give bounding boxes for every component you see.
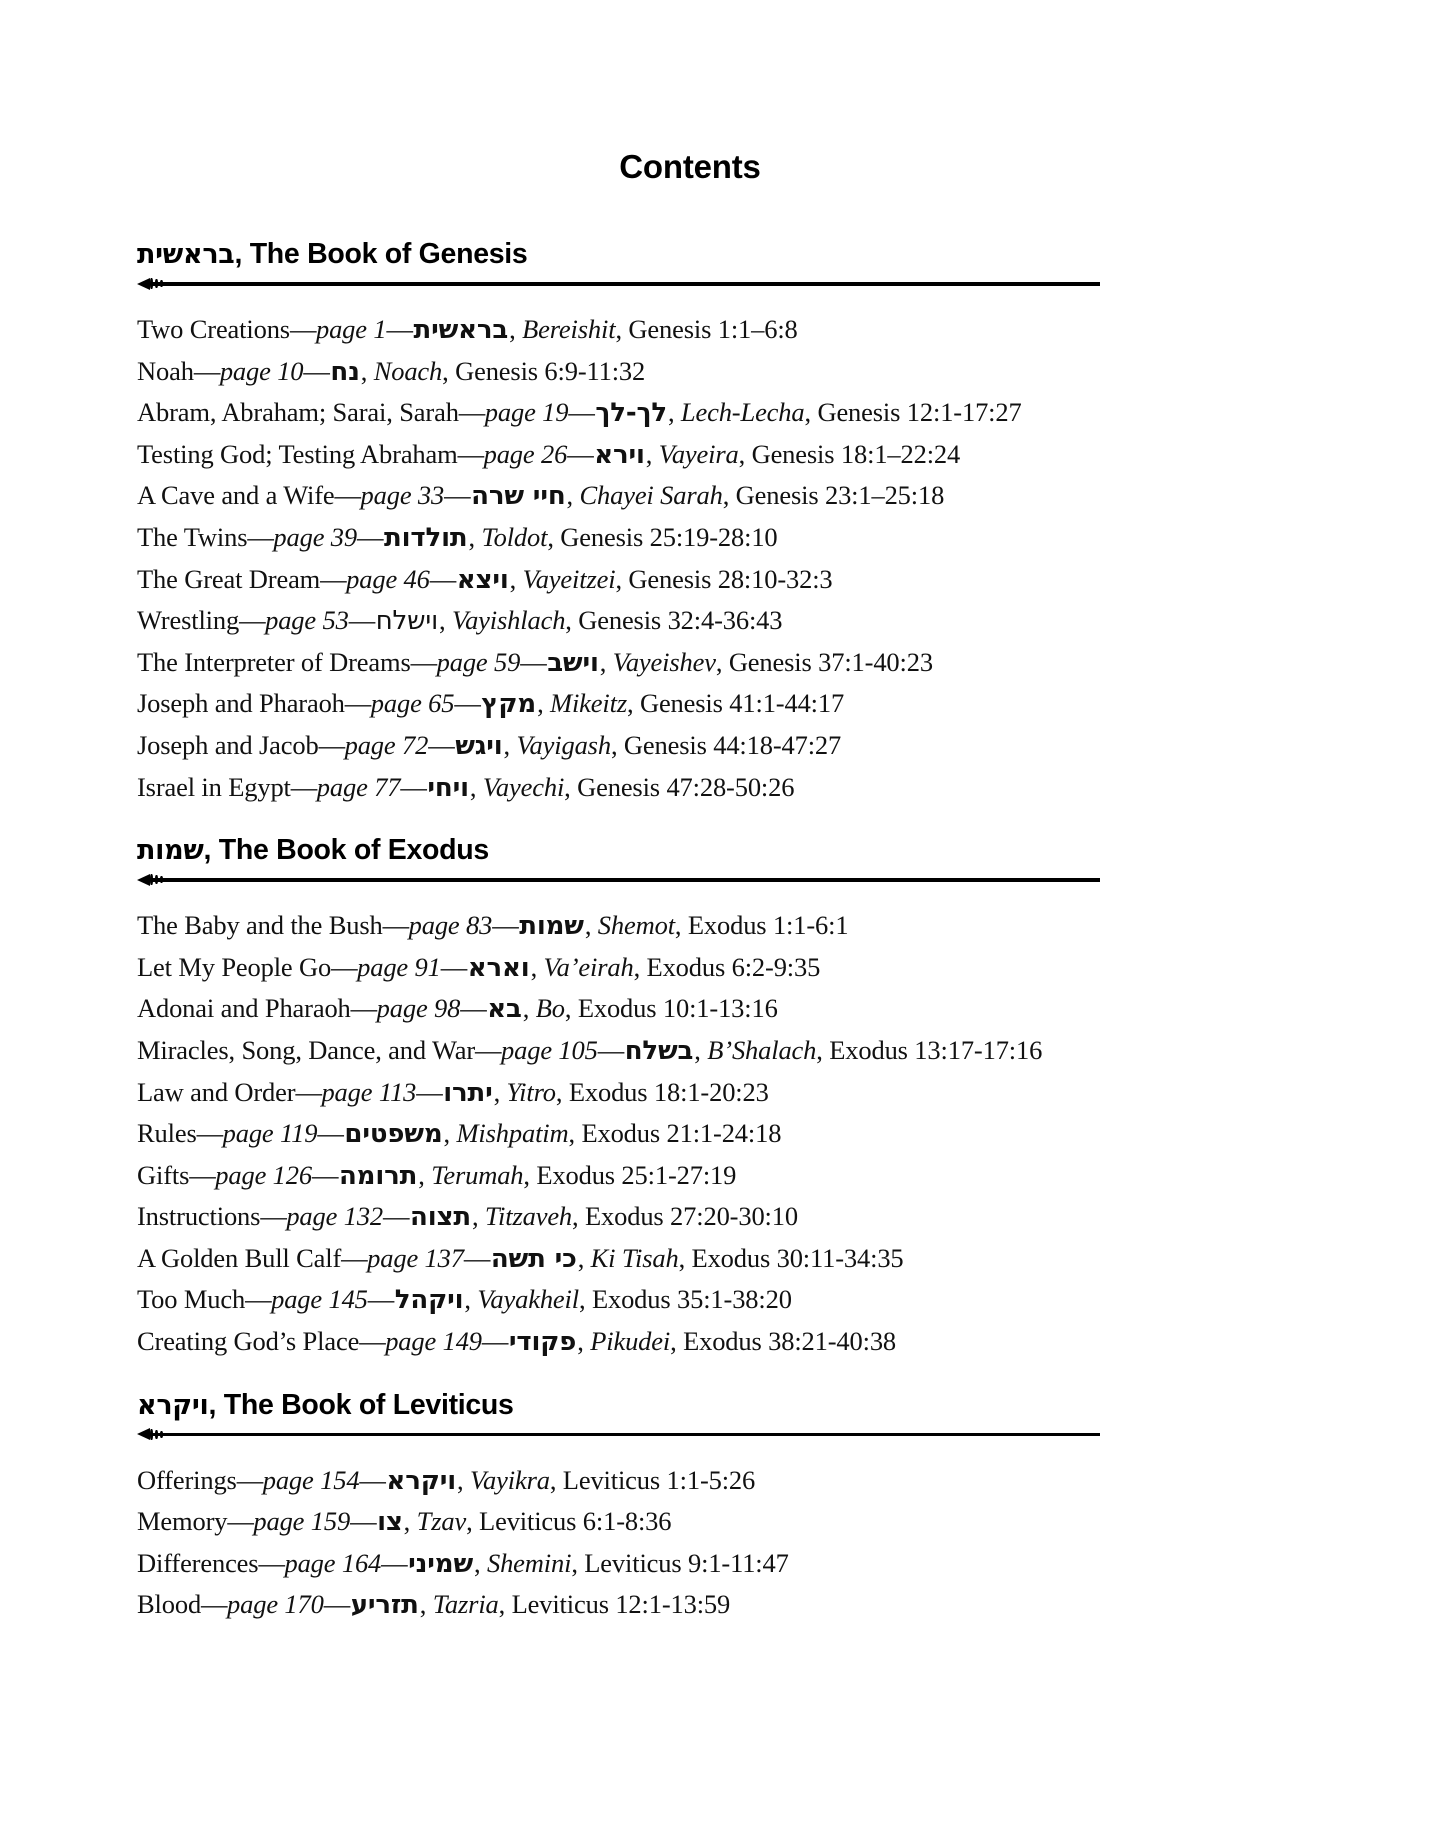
sections-container [137, 238, 1325, 1644]
entry-title: Memory [137, 1506, 228, 1537]
entry-page-reference: page 149 [385, 1326, 482, 1357]
entry-page-reference: page 1 [315, 314, 387, 344]
entry-hebrew-name: וישב [547, 647, 599, 678]
entry-citation: Exodus 27:20-30:10 [584, 1201, 798, 1232]
entry-hebrew-name: משפטים [344, 1119, 443, 1150]
entry-dash: — [350, 993, 377, 1024]
entry-title: Israel in Egypt [137, 771, 291, 802]
entry-page-reference: page 83 [408, 910, 493, 941]
entry-dash: — [458, 397, 485, 428]
entry-dash: — [463, 1242, 490, 1273]
entry-page-reference: page 46 [346, 563, 430, 594]
entry-title: Two Creations [137, 314, 290, 344]
entry-dash: — [359, 1464, 386, 1495]
list-item[interactable] [137, 725, 1325, 767]
entry-hebrew-name: נח [330, 356, 360, 387]
section-heading [137, 1389, 1325, 1422]
entry-title: Gifts [137, 1159, 190, 1190]
list-item[interactable] [137, 475, 1325, 517]
list-item[interactable] [137, 1279, 1325, 1321]
entry-comma: , [715, 646, 729, 677]
entry-page-reference: page 159 [253, 1506, 351, 1537]
list-item[interactable] [137, 1113, 1325, 1155]
entry-transliteration: Vayakheil [477, 1284, 579, 1315]
entry-dash: — [311, 1159, 338, 1190]
entry-page-reference: page 164 [284, 1547, 382, 1578]
entry-dash: — [444, 480, 471, 511]
entry-comma: , [678, 1242, 692, 1273]
entry-hebrew-name: ויגש [455, 730, 503, 761]
entry-citation: Genesis 41:1-44:17 [639, 688, 845, 719]
entry-comma: , [633, 951, 647, 982]
entry-dash: — [457, 438, 484, 469]
entry-hebrew-name: וארא [467, 952, 530, 983]
entry-title: Rules [137, 1118, 197, 1149]
entry-dash: — [357, 521, 383, 552]
entry-page-reference: page 132 [286, 1201, 384, 1232]
entry-citation: Leviticus 6:1-8:36 [479, 1506, 672, 1537]
section-heading-english: The Book of Genesis [249, 238, 528, 270]
entry-dash: — [245, 1284, 272, 1315]
entry-dash: — [290, 771, 317, 802]
entry-dash: — [440, 951, 467, 982]
entry-citation: Genesis 28:10-32:3 [628, 563, 833, 594]
section-divider-arrow-icon [137, 1426, 1100, 1444]
entry-transliteration: Vayigash [516, 729, 611, 760]
entry-dash: — [323, 1589, 350, 1620]
entry-citation: Genesis 1:1–6:8 [628, 314, 798, 344]
entry-comma: , [645, 438, 659, 469]
entry-transliteration: Vayikra [469, 1464, 550, 1495]
entry-page-reference: page 170 [227, 1589, 324, 1620]
list-item[interactable] [137, 392, 1325, 434]
entry-page-reference: page 119 [222, 1118, 318, 1149]
entry-title: Abram, Abraham; Sarai, Sarah [137, 397, 459, 428]
entry-title: Miracles, Song, Dance, and War [137, 1034, 476, 1065]
entry-dash: — [193, 355, 220, 386]
entry-comma: , [572, 1201, 585, 1232]
entry-hebrew-name: פקודי [508, 1327, 577, 1358]
entry-comma: , [523, 1159, 537, 1190]
entry-hebrew-name: שמיני [408, 1548, 474, 1579]
entry-citation: Leviticus 1:1-5:26 [562, 1464, 756, 1495]
entry-title: Creating God’s Place [137, 1326, 360, 1357]
entry-dash: — [201, 1589, 228, 1620]
entry-dash: — [196, 1118, 223, 1149]
entry-transliteration: Tzav [416, 1506, 467, 1537]
entry-citation: Exodus 10:1-13:16 [577, 993, 778, 1024]
entry-transliteration: Shemot [597, 910, 675, 941]
entry-hebrew-name: חיי שרה [471, 481, 566, 512]
entry-comma: , [670, 1326, 684, 1357]
entry-page-reference: page 154 [262, 1464, 360, 1495]
entry-transliteration: B’Shalach [707, 1034, 817, 1065]
entry-page-reference: page 98 [376, 993, 461, 1024]
entry-page-reference: page 126 [215, 1159, 312, 1190]
entry-comma: , [565, 605, 579, 636]
list-item[interactable] [137, 905, 1325, 947]
entry-comma: , [418, 1159, 432, 1190]
entry-dash: — [492, 910, 519, 941]
entry-dash: — [383, 1201, 410, 1232]
entry-dash: — [247, 521, 274, 552]
entry-transliteration: Bo [535, 993, 565, 1024]
entry-dash: — [400, 771, 427, 802]
entry-citation: Exodus 38:21-40:38 [683, 1326, 897, 1357]
list-item[interactable] [137, 1460, 1325, 1502]
entry-hebrew-name: לך‐לך [595, 398, 667, 429]
entry-page-reference: page 72 [344, 729, 429, 760]
entry-transliteration: Vayeira [658, 438, 739, 469]
entry-page-reference: page 59 [436, 646, 521, 677]
entry-comma: , [627, 688, 640, 719]
entry-dash: — [429, 563, 456, 594]
entry-transliteration: Lech-Lecha [680, 397, 805, 428]
entry-title: Joseph and Jacob [137, 729, 319, 760]
entry-page-reference: page 39 [273, 521, 357, 552]
list-item[interactable] [137, 517, 1325, 559]
entry-comma: , [530, 951, 544, 982]
entry-dash: — [597, 1034, 624, 1065]
entry-title: Testing God; Testing Abraham [137, 438, 458, 469]
entry-title: The Baby and the Bush [137, 910, 383, 941]
entry-hebrew-name: תרומה [338, 1160, 418, 1191]
entry-title: Offerings [137, 1464, 237, 1495]
entry-dash: — [227, 1506, 254, 1537]
entry-dash: — [236, 1464, 263, 1495]
list-item[interactable] [137, 351, 1325, 393]
entry-transliteration: Chayei Sarah [579, 480, 723, 511]
list-item[interactable] [137, 1321, 1325, 1363]
list-item[interactable] [137, 988, 1325, 1030]
entry-dash: — [189, 1159, 216, 1190]
entry-comma: , [443, 1118, 457, 1149]
list-item[interactable] [137, 1501, 1325, 1543]
entry-title: Adonai and Pharaoh [137, 993, 351, 1024]
entry-comma: , [468, 521, 482, 552]
entry-page-reference: page 65 [370, 688, 455, 719]
entry-transliteration: Tazria [432, 1589, 499, 1620]
entry-page-reference: page 91 [357, 951, 441, 982]
entry-comma: , [577, 1242, 591, 1273]
page-title: Contents [619, 148, 761, 185]
section-heading-separator: , [208, 1388, 224, 1421]
entry-comma: , [439, 605, 452, 636]
entry-transliteration: Ki Tisah [590, 1242, 679, 1273]
entry-dash: — [568, 397, 595, 428]
entry-hebrew-name: ויקרא [386, 1465, 456, 1496]
entry-dash: — [320, 563, 347, 594]
entry-hebrew-name: יתרו [443, 1077, 493, 1108]
entry-citation: Genesis 25:19-28:10 [560, 521, 778, 552]
entry-citation: Genesis 44:18-47:27 [623, 729, 842, 760]
entry-comma: , [549, 1464, 563, 1495]
list-item[interactable] [137, 1238, 1325, 1280]
entry-transliteration: Yitro [506, 1076, 556, 1107]
entry-comma: , [503, 729, 517, 760]
list-item[interactable] [137, 642, 1325, 684]
entry-title: Blood [137, 1589, 202, 1620]
entry-comma: , [599, 646, 613, 677]
entry-comma: , [571, 1547, 585, 1578]
entry-comma: , [547, 521, 561, 552]
entry-title: Law and Order [137, 1076, 296, 1107]
entry-citation: Exodus 25:1-27:19 [536, 1159, 737, 1190]
list-item[interactable] [137, 1072, 1325, 1114]
entry-page-reference: page 77 [316, 771, 401, 802]
entry-citation: Leviticus 12:1-13:59 [511, 1589, 731, 1620]
entry-transliteration: Vayeitzei [522, 563, 616, 594]
book-section [137, 238, 1325, 826]
entry-comma: , [360, 355, 374, 386]
entry-comma: , [471, 1201, 485, 1232]
entry-dash: — [289, 314, 316, 344]
entry-dash: — [460, 993, 487, 1024]
entry-comma: , [577, 1326, 591, 1357]
entry-hebrew-name: תזריע [350, 1590, 419, 1621]
entry-comma: , [804, 397, 818, 428]
entry-title: Joseph and Pharaoh [137, 688, 345, 719]
entry-dash: — [260, 1201, 287, 1232]
entry-hebrew-name: תולדות [384, 522, 468, 553]
entry-dash: — [410, 646, 437, 677]
entry-comma: , [537, 688, 551, 719]
section-heading-english: The Book of Exodus [218, 834, 489, 867]
entry-dash: — [386, 314, 413, 344]
entry-comma: , [509, 563, 523, 594]
entry-citation: Genesis 18:1–22:24 [751, 438, 961, 469]
entry-citation: Genesis 6:9-11:32 [455, 355, 646, 386]
entry-comma: , [555, 1076, 569, 1107]
entry-citation: Genesis 12:1-17:27 [817, 397, 1022, 428]
entry-dash: — [350, 1506, 377, 1537]
entry-citation: Exodus 1:1-6:1 [687, 910, 849, 941]
entry-title: Differences [137, 1547, 259, 1578]
entry-page-reference: page 113 [321, 1076, 417, 1107]
book-section [137, 834, 1325, 1381]
entry-page-reference: page 145 [271, 1284, 368, 1315]
entry-title: The Interpreter of Dreams [137, 646, 411, 677]
section-heading [137, 834, 1325, 867]
entry-hebrew-name: ויחי [427, 772, 469, 803]
list-item[interactable] [137, 1196, 1325, 1238]
entry-comma: , [584, 910, 598, 941]
section-heading-hebrew: ויקרא [137, 1389, 209, 1421]
entry-title: Let My People Go [137, 951, 332, 982]
portion-list [137, 905, 1325, 1363]
list-item[interactable] [137, 1030, 1325, 1072]
entry-dash: — [334, 480, 361, 511]
entry-hebrew-name: מקץ [481, 689, 537, 720]
entry-dash: — [348, 605, 375, 636]
entry-comma: , [722, 480, 736, 511]
entry-comma: , [509, 314, 523, 344]
entry-title: A Cave and a Wife [137, 480, 335, 511]
entry-comma: , [667, 397, 681, 428]
section-heading-hebrew: בראשית [137, 239, 235, 270]
entry-dash: — [341, 1242, 368, 1273]
entry-dash: — [344, 688, 371, 719]
book-section [137, 1389, 1325, 1644]
list-item[interactable] [137, 1543, 1325, 1585]
entry-citation: Genesis 47:28-50:26 [577, 771, 795, 802]
entry-comma: , [615, 314, 629, 344]
section-heading-english: The Book of Leviticus [223, 1388, 514, 1421]
list-item[interactable] [137, 559, 1325, 601]
entry-page-reference: page 19 [484, 397, 569, 428]
entry-citation: Genesis 32:4-36:43 [578, 605, 783, 636]
list-item[interactable] [137, 434, 1325, 476]
entry-dash: — [475, 1034, 502, 1065]
section-divider-arrow-icon [137, 871, 1100, 889]
entry-dash: — [359, 1326, 386, 1357]
entry-hebrew-name: ויצא [456, 564, 509, 595]
entry-page-reference: page 33 [360, 480, 445, 511]
entry-comma: , [456, 1464, 470, 1495]
entry-dash: — [331, 951, 358, 982]
entry-citation: Exodus 13:17-17:16 [829, 1034, 1043, 1065]
entry-comma: , [578, 1284, 592, 1315]
section-heading [137, 238, 1325, 271]
entry-dash: — [481, 1326, 508, 1357]
entry-citation: Exodus 18:1-20:23 [568, 1076, 769, 1107]
section-heading-hebrew: שמות [137, 835, 204, 867]
entry-comma: , [694, 1034, 708, 1065]
entry-comma: , [564, 993, 578, 1024]
entry-dash: — [367, 1284, 394, 1315]
entry-dash: — [428, 729, 455, 760]
list-item[interactable] [137, 947, 1325, 989]
section-spacer [137, 1363, 1325, 1381]
entry-transliteration: Vayeishev [612, 646, 716, 677]
entry-transliteration: Shemini [486, 1547, 572, 1578]
entry-comma: , [674, 910, 688, 941]
entry-dash: — [239, 605, 266, 636]
entry-hebrew-name: בראשית [413, 315, 509, 345]
entry-citation: Exodus 6:2-9:35 [646, 951, 821, 982]
entry-hebrew-name: וירא [594, 439, 645, 470]
entry-comma: , [566, 480, 580, 511]
entry-transliteration: Terumah [431, 1159, 524, 1190]
entry-title: Wrestling [137, 605, 240, 636]
list-item[interactable] [137, 767, 1325, 809]
entry-transliteration: Mishpatim [456, 1118, 569, 1149]
entry-dash: — [454, 688, 481, 719]
entry-hebrew-name: כי תשה [490, 1243, 577, 1274]
portion-list [137, 309, 1325, 808]
entry-comma: , [615, 563, 629, 594]
list-item[interactable] [137, 309, 1325, 351]
entry-comma: , [464, 1284, 478, 1315]
entry-dash: — [381, 1547, 408, 1578]
entry-title: The Twins [137, 521, 248, 552]
entry-hebrew-name: ויקהל [394, 1285, 464, 1316]
entry-transliteration: Vayishlach [451, 605, 566, 636]
entry-dash: — [317, 1118, 344, 1149]
section-spacer [137, 1626, 1325, 1644]
entry-page-reference: page 137 [367, 1242, 464, 1273]
entry-citation: Exodus 35:1-38:20 [591, 1284, 792, 1315]
entry-comma: , [469, 771, 483, 802]
entry-comma: , [493, 1076, 507, 1107]
entry-title: A Golden Bull Calf [137, 1242, 342, 1273]
entry-citation: Exodus 30:11-34:35 [691, 1242, 904, 1273]
entry-dash: — [303, 355, 330, 386]
entry-citation: Genesis 37:1-40:23 [728, 646, 933, 677]
section-heading-separator: , [203, 834, 219, 867]
section-divider-arrow-icon [137, 275, 1100, 293]
entry-dash: — [318, 729, 345, 760]
entry-dash: — [567, 438, 594, 469]
entry-comma: , [403, 1506, 417, 1537]
entry-transliteration: Va’eirah [543, 951, 634, 982]
entry-page-reference: page 105 [501, 1034, 598, 1065]
entry-title: Noah [137, 355, 194, 386]
section-spacer [137, 808, 1325, 826]
list-item[interactable] [137, 1584, 1325, 1626]
entry-comma: , [474, 1547, 487, 1578]
entry-page-reference: page 10 [219, 355, 304, 386]
entry-transliteration: Bereishit [522, 314, 616, 344]
entry-citation: Exodus 21:1-24:18 [581, 1118, 782, 1149]
entry-comma: , [564, 771, 578, 802]
entry-hebrew-name: תצוה [410, 1202, 471, 1233]
entry-dash: — [520, 646, 547, 677]
portion-list [137, 1460, 1325, 1626]
entry-title: The Great Dream [137, 563, 321, 594]
entry-hebrew-name: בשלח [624, 1035, 694, 1066]
entry-comma: , [568, 1118, 582, 1149]
entry-page-reference: page 53 [265, 605, 349, 636]
entry-comma: , [442, 355, 456, 386]
entry-title: Instructions [137, 1201, 261, 1232]
entry-comma: , [738, 438, 752, 469]
entry-title: Too Much [137, 1284, 246, 1315]
entry-transliteration: Mikeitz [550, 688, 627, 719]
entry-hebrew-name: שמות [519, 911, 584, 942]
entry-hebrew-name: וישלח [375, 606, 439, 637]
entry-comma: , [466, 1506, 480, 1537]
entry-transliteration: Pikudei [590, 1326, 671, 1357]
entry-dash: — [416, 1076, 443, 1107]
entry-hebrew-name: צו [377, 1507, 403, 1538]
entry-hebrew-name: בא [487, 994, 522, 1025]
entry-dash: — [258, 1547, 285, 1578]
entry-dash: — [382, 910, 409, 941]
entry-citation: Genesis 23:1–25:18 [735, 480, 945, 511]
entry-comma: , [522, 993, 536, 1024]
entry-transliteration: Toldot [481, 521, 548, 552]
entry-dash: — [295, 1076, 322, 1107]
list-item[interactable] [137, 1155, 1325, 1197]
list-item[interactable] [137, 683, 1325, 725]
entry-comma: , [816, 1034, 830, 1065]
entry-transliteration: Vayechi [482, 771, 565, 802]
entry-transliteration: Titzaveh [484, 1201, 573, 1232]
entry-transliteration: Noach [373, 355, 443, 386]
entry-comma: , [498, 1589, 512, 1620]
entry-citation: Leviticus 9:1-11:47 [584, 1547, 789, 1578]
entry-page-reference: page 26 [483, 438, 568, 469]
entry-comma: , [610, 729, 624, 760]
entry-comma: , [419, 1589, 433, 1620]
list-item[interactable] [137, 600, 1325, 642]
section-heading-separator: , [234, 238, 250, 270]
